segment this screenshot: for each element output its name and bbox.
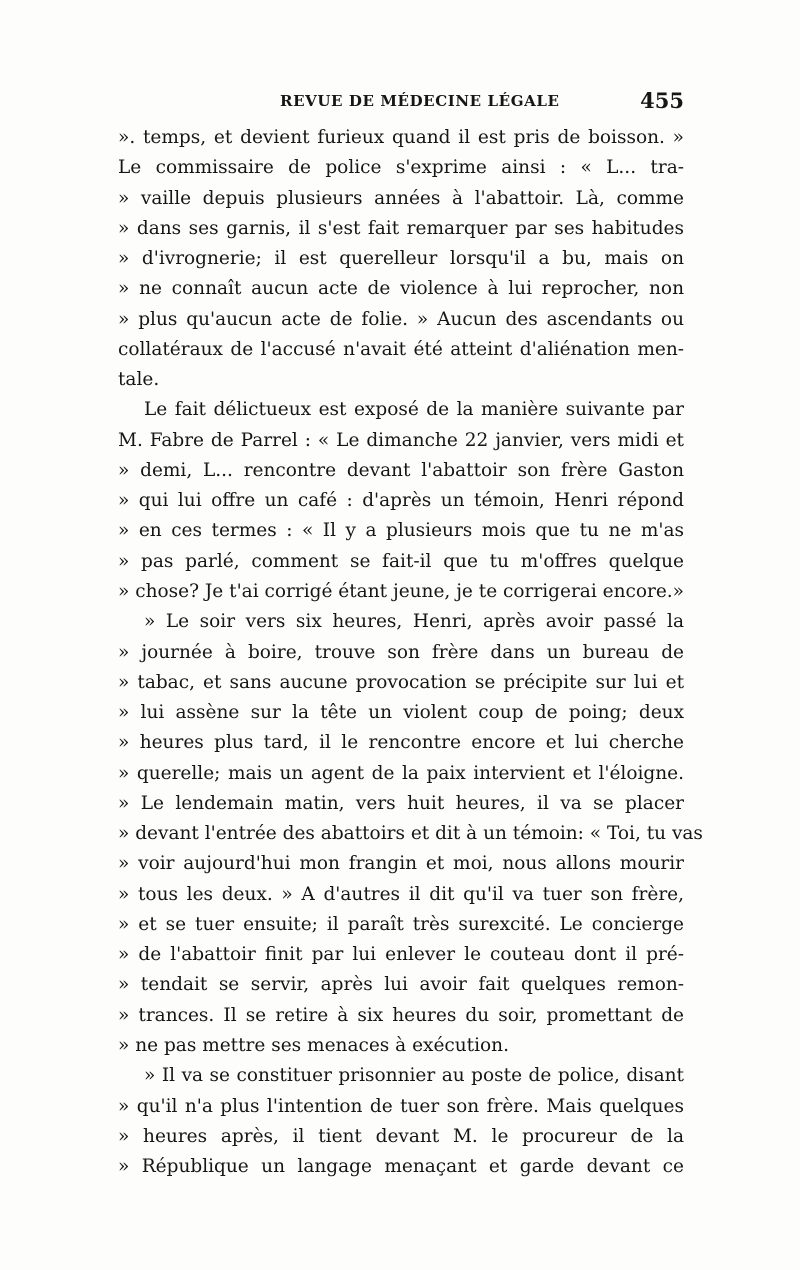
text-line: » chose? Je t'ai corrigé étant jeune, je te corrigerai encore.»	[118, 580, 684, 602]
text-line: » trances. Il se retire à six heures du soir, promettant de	[118, 1004, 684, 1026]
text-line: » heures plus tard, il le rencontre encore et lui cherche	[118, 732, 684, 754]
text-line: » Le lendemain matin, vers huit heures, il va se placer	[118, 792, 684, 814]
text-line: » devant l'entrée des abattoirs et dit à un témoin: « Toi, tu vas	[118, 823, 703, 845]
text-line: » querelle; mais un agent de la paix intervient et l'éloigne.	[118, 762, 684, 784]
text-line: » heures après, il tient devant M. le procureur de la	[118, 1125, 684, 1147]
text-line: » pas parlé, comment se fait-il que tu m'offres quelque	[118, 550, 684, 572]
text-line: » journée à boire, trouve son frère dans un bureau de	[118, 641, 684, 663]
text-line: » tabac, et sans aucune provocation se précipite sur lui et	[118, 671, 684, 693]
text-line: » d'ivrognerie; il est querelleur lorsqu'il a bu, mais on	[118, 248, 684, 270]
text-line: Le commissaire de police s'exprime ainsi : « L... tra-	[118, 157, 684, 179]
text-line: » de l'abattoir finit par lui enlever le couteau dont il pré-	[118, 944, 684, 966]
text-line: » plus qu'aucun acte de folie. » Aucun des ascendants ou	[118, 308, 684, 330]
text-line: » en ces termes : « Il y a plusieurs mois que tu ne m'as	[118, 520, 684, 542]
text-line: » qui lui offre un café : d'après un témoin, Henri répond	[118, 490, 684, 512]
text-line: tale.	[118, 369, 160, 391]
page-number: 455	[640, 88, 684, 113]
text-line: » ne connaît aucun acte de violence à lui reprocher, non	[118, 278, 684, 300]
text-line: » République un langage menaçant et garde devant ce	[118, 1156, 684, 1178]
body-text	[118, 123, 703, 1182]
text-line: » tous les deux. » A d'autres il dit qu'il va tuer son frère,	[118, 883, 684, 905]
text-line: » vaille depuis plusieurs années à l'abattoir. Là, comme	[118, 187, 684, 209]
text-line: » Il va se constituer prisonnier au poste de police, disant	[144, 1065, 684, 1087]
text-line: » Le soir vers six heures, Henri, après avoir passé la	[144, 611, 684, 633]
running-header	[118, 88, 684, 118]
text-line: » lui assène sur la tête un violent coup de poing; deux	[118, 702, 684, 724]
running-title: REVUE DE MÉDECINE LÉGALE	[280, 92, 560, 110]
text-line: » qu'il n'a plus l'intention de tuer son frère. Mais quelques	[118, 1095, 684, 1117]
text-line: ». temps, et devient furieux quand il est pris de boisson. »	[118, 127, 684, 148]
text-line: Le fait délictueux est exposé de la manière suivante par	[144, 399, 684, 421]
text-line: » voir aujourd'hui mon frangin et moi, nous allons mourir	[118, 853, 684, 875]
text-line: collatéraux de l'accusé n'avait été atteint d'aliénation men-	[118, 338, 684, 360]
text-line: » dans ses garnis, il s'est fait remarquer par ses habitudes	[118, 217, 684, 239]
text-line: M. Fabre de Parrel : « Le dimanche 22 janvier, vers midi et	[118, 429, 684, 451]
text-line: » ne pas mettre ses menaces à exécution.	[118, 1034, 509, 1056]
text-line: » tendait se servir, après lui avoir fait quelques remon-	[118, 974, 684, 996]
text-line: » et se tuer ensuite; il paraît très surexcité. Le concierge	[118, 913, 684, 935]
text-line: » demi, L... rencontre devant l'abattoir son frère Gaston	[118, 459, 684, 481]
